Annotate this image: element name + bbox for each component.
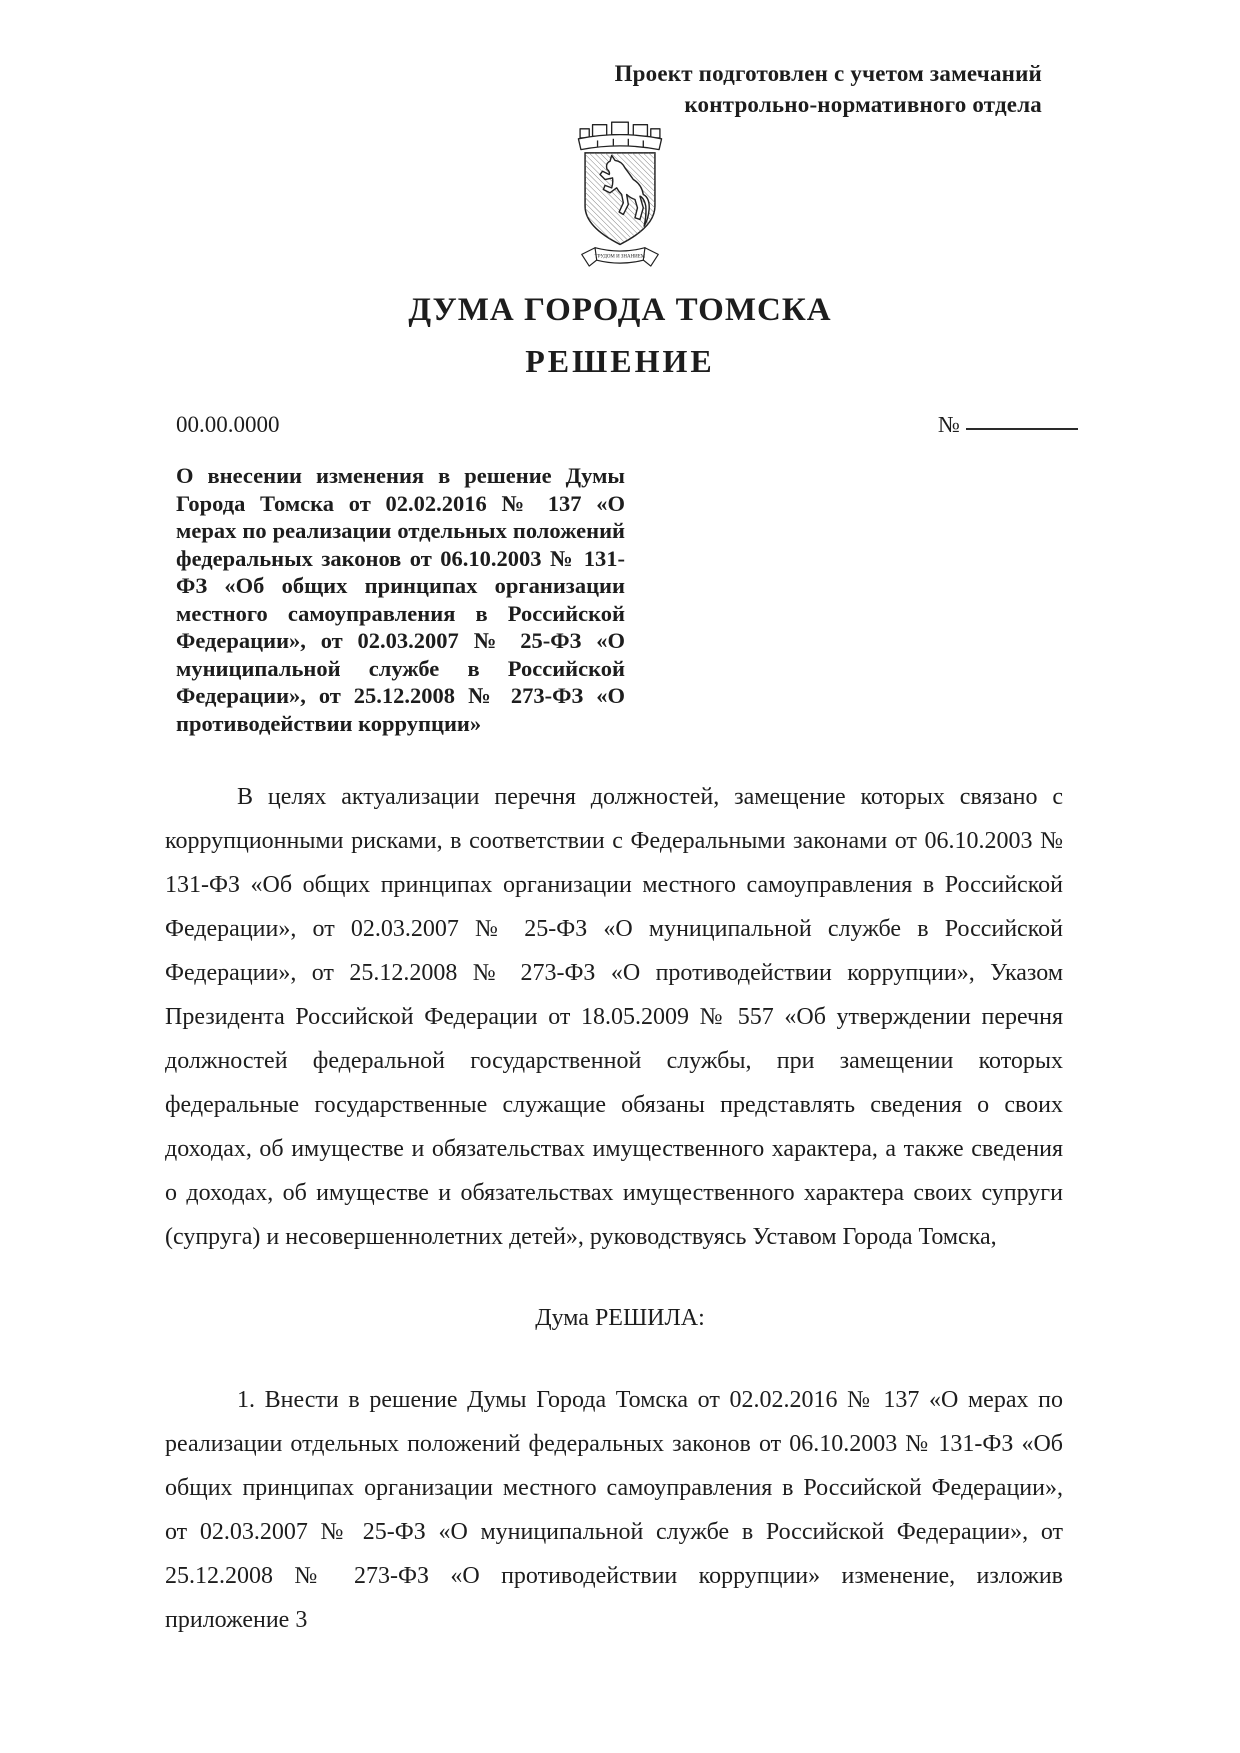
mural-crown-icon bbox=[578, 122, 661, 149]
tomsk-coat-of-arms bbox=[570, 118, 670, 286]
resolution-item-1: 1. Внести в решение Думы Города Томска от 02.02.2016 № 137 «О мерах по реализации отдельных положений федеральных законов от 06.10.2003 № 131-ФЗ «Об общих принципах организации местного самоуправления в Российской Федерации», от 02.03.2007 № 25-ФЗ «О муниципальной службе в Российской Федерации», от 25.12.2008 № 273-ФЗ «О противодействии коррупции» изменение, изложив приложение 3 bbox=[165, 1387, 1063, 1633]
organization-title: ДУМА ГОРОДА ТОМСКА bbox=[408, 292, 832, 328]
number-sign: № bbox=[938, 412, 960, 437]
coat-motto-text: ТРУДОМ И ЗНАНИЕМ bbox=[594, 254, 646, 260]
coat-of-arms-icon bbox=[570, 118, 670, 281]
date-number-row bbox=[176, 412, 1078, 438]
header-note-line1: Проект подготовлен с учетом замечаний bbox=[614, 61, 1042, 86]
number-blank-line bbox=[966, 428, 1078, 430]
document-type-title: РЕШЕНИЕ bbox=[525, 343, 715, 379]
header-note bbox=[0, 0, 1042, 120]
resolution-heading: Дума РЕШИЛА: bbox=[535, 1305, 705, 1331]
document-subject: О внесении изменения в решение Думы Города Томска от 02.02.2016 № 137 «О мерах по реализации отдельных положений федеральных законов от 06.10.2003 № 131-ФЗ «Об общих принципах организации местного самоуправления в Российской Федерации», от 02.03.2007 № 25-ФЗ «О муниципальной службе в Российской Федерации», от 25.12.2008 № 273-ФЗ «О противодействии коррупции» bbox=[176, 463, 625, 736]
header-note-line2: контрольно-нормативного отдела bbox=[684, 92, 1042, 117]
preamble-paragraph: В целях актуализации перечня должностей, замещение которых связано с коррупционными рисками, в соответствии с Федеральными законами от 06.10.2003 № 131-ФЗ «Об общих принципах организации местного самоуправления в Российской Федерации», от 02.03.2007 № 25-ФЗ «О муниципальной службе в Российской Федерации», от 25.12.2008 № 273-ФЗ «О противодействии коррупции», Указом Президента Российской Федерации от 18.05.2009 № 557 «Об утверждении перечня должностей федеральной государственной службы, при замещении которых федеральные государственные служащие обязаны представлять сведения о своих доходах, об имуществе и обязательствах имущественного характера, а также сведения о доходах, об имуществе и обязательствах имущественного характера своих супруги (супруга) и несовершеннолетних детей», руководствуясь Уставом Города Томска, bbox=[165, 784, 1063, 1250]
date-placeholder: 00.00.0000 bbox=[176, 412, 280, 437]
document-number bbox=[938, 412, 1078, 438]
